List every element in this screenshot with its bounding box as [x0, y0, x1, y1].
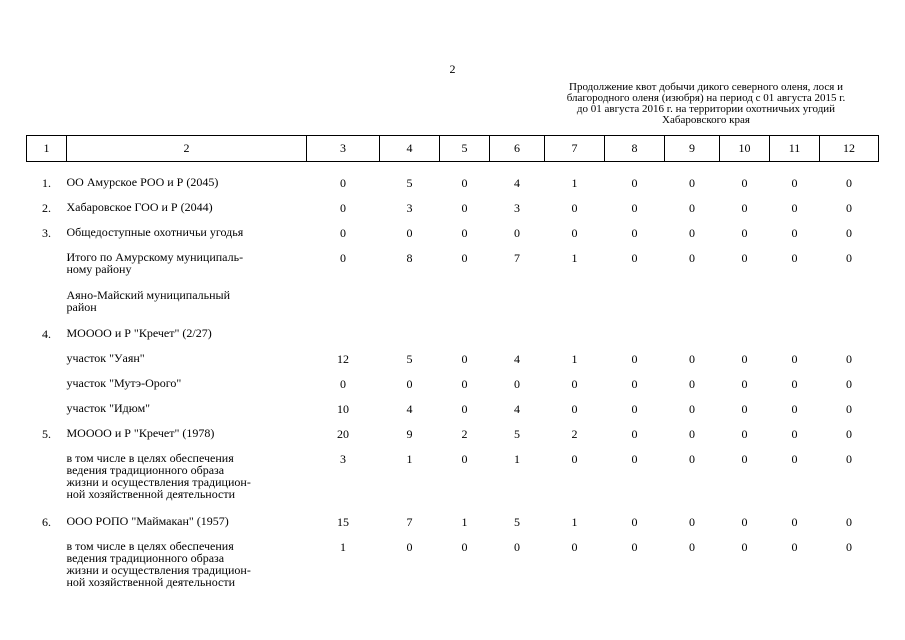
- table-body: [27, 162, 879, 604]
- quota-value: 0: [689, 377, 695, 391]
- quota-value: 0: [631, 540, 638, 554]
- quota-value: 0: [846, 352, 852, 366]
- quota-value: 5: [406, 352, 413, 366]
- heading-line: благородного оленя (изюбря) на период с 01 августа 2015 г.: [566, 92, 846, 104]
- quota-value: 0: [689, 402, 695, 416]
- row-number: [27, 352, 67, 377]
- column-header: 7: [545, 136, 605, 162]
- row-name-line: Общедоступные охотничьи угодья: [66, 225, 244, 239]
- quota-value: 0: [791, 515, 798, 529]
- table-row: [27, 427, 879, 452]
- quota-value: 0: [791, 352, 798, 366]
- heading-line: до 01 августа 2016 г. на территории охотничьих угодий: [576, 103, 836, 115]
- quota-value: 5: [514, 515, 520, 529]
- quota-value: 1: [340, 540, 346, 554]
- quota-value: 0: [689, 201, 695, 215]
- quota-value: 0: [461, 251, 468, 265]
- quota-value: 0: [631, 251, 638, 265]
- quota-value: 0: [631, 402, 638, 416]
- quota-value: 20: [337, 427, 349, 441]
- quota-value: 0: [689, 540, 695, 554]
- table-row: [27, 289, 879, 327]
- quota-value: 0: [846, 251, 852, 265]
- column-header: 8: [605, 136, 665, 162]
- quota-value: 0: [791, 226, 798, 240]
- quota-value: 0: [846, 515, 852, 529]
- quota-value: 12: [337, 352, 349, 366]
- quota-value: 0: [741, 201, 748, 215]
- quota-value: 4: [406, 402, 413, 416]
- quota-table: [26, 135, 879, 603]
- row-name-line: МОООО и Р "Кречет" (1978): [66, 426, 215, 440]
- table-row: [27, 352, 879, 377]
- row-name-line: в том числе в целях обеспечения: [66, 539, 234, 553]
- quota-value: 0: [741, 427, 748, 441]
- row-name: [67, 226, 307, 251]
- quota-value: 0: [791, 176, 798, 190]
- quota-value: [605, 289, 665, 327]
- row-name-line: Аяно-Майский муниципальный: [66, 288, 231, 302]
- quota-value: 0: [461, 402, 468, 416]
- column-header: 3: [307, 136, 380, 162]
- row-name-line: ведения традиционного образа: [66, 463, 225, 477]
- quota-value: 0: [741, 377, 748, 391]
- column-header: 9: [665, 136, 720, 162]
- row-name-line: участок "Идюм": [66, 401, 151, 415]
- quota-value: 5: [514, 427, 520, 441]
- row-number: [27, 289, 67, 327]
- quota-value: 0: [571, 226, 578, 240]
- row-name-line: Итого по Амурскому муниципаль-: [66, 250, 244, 264]
- row-name-line: Хабаровское ГОО и Р (2044): [66, 200, 213, 214]
- quota-value: 0: [791, 201, 798, 215]
- quota-value: 0: [741, 352, 748, 366]
- quota-value: 3: [406, 201, 413, 215]
- quota-value: 4: [514, 402, 520, 416]
- table-row: [27, 176, 879, 201]
- quota-value: [307, 327, 380, 352]
- row-number: [27, 540, 67, 603]
- quota-value: 2: [461, 427, 468, 441]
- continuation-heading: [530, 82, 882, 126]
- row-name: [67, 201, 307, 226]
- quota-value: 1: [571, 251, 578, 265]
- row-number: 6.: [42, 515, 51, 529]
- quota-value: [770, 289, 820, 327]
- quota-value: 0: [631, 176, 638, 190]
- row-name: [67, 289, 307, 327]
- row-number: 4.: [42, 327, 51, 341]
- quota-value: 0: [689, 251, 695, 265]
- quota-value: 0: [514, 377, 520, 391]
- quota-value: 0: [791, 377, 798, 391]
- row-name: [67, 377, 307, 402]
- row-name: [67, 176, 307, 201]
- quota-value: 7: [406, 515, 413, 529]
- quota-value: [820, 327, 879, 352]
- quota-value: 0: [631, 377, 638, 391]
- quota-value: 0: [631, 226, 638, 240]
- quota-value: 0: [791, 540, 798, 554]
- quota-value: [440, 289, 490, 327]
- quota-value: 4: [514, 176, 520, 190]
- quota-value: 0: [791, 452, 798, 466]
- quota-value: 0: [846, 540, 852, 554]
- quota-value: 0: [461, 201, 468, 215]
- column-header: 1: [27, 136, 67, 162]
- quota-value: [820, 289, 879, 327]
- quota-value: 4: [514, 352, 520, 366]
- row-name: [67, 540, 307, 603]
- quota-value: [490, 289, 545, 327]
- quota-value: 1: [571, 515, 578, 529]
- quota-value: 0: [741, 402, 748, 416]
- row-name-line: в том числе в целях обеспечения: [66, 451, 234, 465]
- row-name: [67, 515, 307, 540]
- row-name-line: жизни и осуществления традицион-: [66, 563, 251, 577]
- quota-value: [545, 289, 605, 327]
- quota-value: 0: [846, 427, 852, 441]
- quota-value: 0: [689, 515, 695, 529]
- quota-value: 1: [571, 176, 578, 190]
- quota-value: 0: [689, 427, 695, 441]
- quota-value: 0: [846, 377, 852, 391]
- row-name: [67, 352, 307, 377]
- row-number: 1.: [42, 176, 51, 190]
- quota-value: 0: [461, 452, 468, 466]
- quota-value: [720, 289, 770, 327]
- row-name-line: ведения традиционного образа: [66, 551, 225, 565]
- quota-value: 0: [571, 201, 578, 215]
- quota-value: [490, 327, 545, 352]
- column-header: 10: [720, 136, 770, 162]
- column-number-row: [27, 136, 879, 162]
- quota-value: 0: [846, 452, 852, 466]
- quota-value: [665, 289, 720, 327]
- row-name-line: ному району: [66, 262, 132, 276]
- quota-value: [380, 327, 440, 352]
- quota-value: 0: [631, 352, 638, 366]
- quota-value: 10: [337, 402, 349, 416]
- quota-value: 0: [689, 176, 695, 190]
- table-row: [27, 226, 879, 251]
- row-name-line: ООО РОПО "Маймакан" (1957): [66, 514, 229, 528]
- quota-value: 0: [571, 452, 578, 466]
- row-name-line: участок "Уаян": [66, 351, 145, 365]
- column-header: 11: [770, 136, 820, 162]
- quota-value: [545, 327, 605, 352]
- quota-value: 0: [340, 377, 346, 391]
- quota-value: 15: [337, 515, 349, 529]
- quota-value: 0: [741, 226, 748, 240]
- row-name: [67, 427, 307, 452]
- table-row: [27, 201, 879, 226]
- quota-value: [307, 289, 380, 327]
- column-header: 12: [820, 136, 879, 162]
- quota-value: 0: [461, 176, 468, 190]
- quota-value: [440, 327, 490, 352]
- row-number: [27, 251, 67, 289]
- quota-value: 1: [461, 515, 468, 529]
- column-header: 4: [380, 136, 440, 162]
- quota-value: 0: [406, 540, 413, 554]
- table-row: [27, 402, 879, 427]
- quota-value: 0: [631, 427, 638, 441]
- quota-value: [720, 327, 770, 352]
- quota-value: [770, 327, 820, 352]
- column-header: 6: [490, 136, 545, 162]
- table-row: [27, 515, 879, 540]
- quota-value: 2: [571, 427, 578, 441]
- row-name: [67, 452, 307, 515]
- quota-value: 0: [741, 251, 748, 265]
- quota-value: 0: [631, 201, 638, 215]
- row-name-line: жизни и осуществления традицион-: [66, 475, 251, 489]
- table-row: [27, 540, 879, 603]
- quota-value: 0: [689, 352, 695, 366]
- row-name: [67, 402, 307, 427]
- quota-value: 3: [340, 452, 346, 466]
- quota-value: 0: [461, 226, 468, 240]
- quota-value: 0: [791, 427, 798, 441]
- quota-value: 0: [846, 226, 852, 240]
- quota-value: 0: [631, 515, 638, 529]
- quota-value: 0: [846, 176, 852, 190]
- row-name-line: ной хозяйственной деятельности: [66, 575, 236, 589]
- quota-value: [665, 327, 720, 352]
- row-number: [27, 452, 67, 515]
- column-header: 2: [67, 136, 307, 162]
- quota-value: 0: [340, 226, 346, 240]
- quota-value: 0: [461, 352, 468, 366]
- quota-value: 0: [571, 540, 578, 554]
- row-name-line: МОООО и Р "Кречет" (2/27): [66, 326, 212, 340]
- quota-value: 1: [514, 452, 520, 466]
- row-number: [27, 402, 67, 427]
- quota-value: 5: [406, 176, 413, 190]
- row-number: 5.: [42, 427, 51, 441]
- quota-value: 0: [461, 540, 468, 554]
- quota-value: 0: [340, 251, 346, 265]
- row-name-line: район: [66, 300, 97, 314]
- quota-value: 8: [406, 251, 413, 265]
- table-row: [27, 251, 879, 289]
- quota-value: 0: [846, 402, 852, 416]
- heading-line: Хабаровского края: [662, 114, 750, 126]
- quota-value: 0: [406, 226, 413, 240]
- row-name-line: участок "Мутэ-Орого": [66, 376, 182, 390]
- quota-value: 0: [571, 377, 578, 391]
- quota-value: 0: [741, 176, 748, 190]
- quota-value: 0: [741, 515, 748, 529]
- quota-value: 0: [689, 452, 695, 466]
- quota-value: 1: [406, 452, 413, 466]
- row-name: [67, 327, 307, 352]
- quota-value: 0: [741, 540, 748, 554]
- row-name-line: ной хозяйственной деятельности: [66, 487, 236, 501]
- quota-value: 0: [461, 377, 468, 391]
- quota-value: [380, 289, 440, 327]
- quota-value: 1: [571, 352, 578, 366]
- quota-value: 0: [791, 402, 798, 416]
- quota-value: 0: [689, 226, 695, 240]
- quota-value: [605, 327, 665, 352]
- quota-value: 9: [406, 427, 413, 441]
- table-row: [27, 327, 879, 352]
- quota-value: 0: [571, 402, 578, 416]
- quota-value: 0: [340, 176, 346, 190]
- quota-value: 0: [741, 452, 748, 466]
- row-number: 3.: [42, 226, 51, 240]
- row-number: [27, 377, 67, 402]
- quota-value: 0: [846, 201, 852, 215]
- quota-value: 3: [514, 201, 520, 215]
- page-number: 2: [449, 62, 456, 76]
- quota-value: 0: [514, 540, 520, 554]
- row-name-line: ОО Амурское РОО и Р (2045): [66, 175, 219, 189]
- table-row: [27, 377, 879, 402]
- row-number: 2.: [42, 201, 51, 215]
- quota-value: 0: [791, 251, 798, 265]
- heading-line: Продолжение квот добычи дикого северного оленя, лося и: [569, 81, 843, 93]
- quota-value: 0: [406, 377, 413, 391]
- quota-value: 7: [514, 251, 520, 265]
- quota-value: 0: [514, 226, 520, 240]
- row-name: [67, 251, 307, 289]
- column-header: 5: [440, 136, 490, 162]
- quota-value: 0: [631, 452, 638, 466]
- quota-value: 0: [340, 201, 346, 215]
- table-row: [27, 452, 879, 515]
